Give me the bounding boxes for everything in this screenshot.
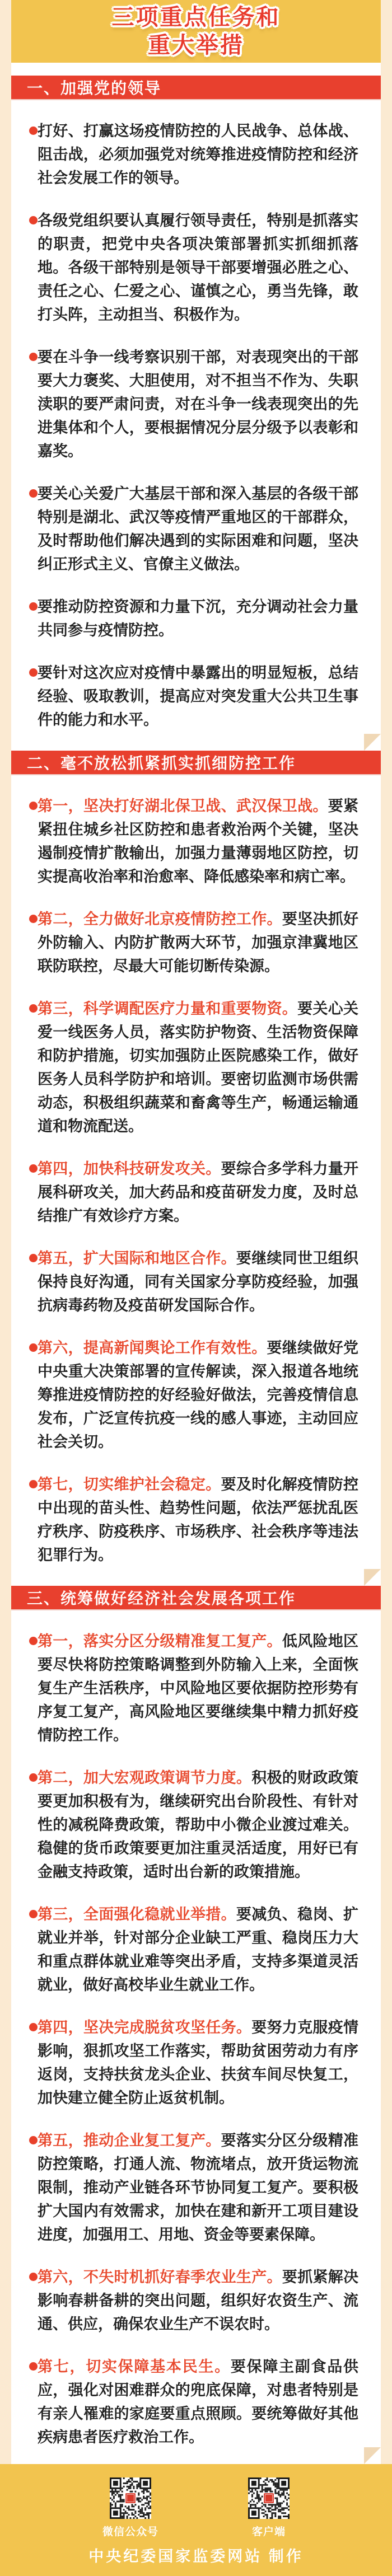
section: [11, 1586, 381, 2464]
item-lead: 第二，全力做好北京疫情防控工作。: [38, 911, 282, 928]
bullet-dot-icon: [29, 668, 38, 677]
item-lead: 第七，切实维护社会稳定。: [38, 1476, 221, 1493]
list-item: [29, 2016, 358, 2110]
item-lead: 第四，坚决完成脱贫攻坚任务。: [38, 2019, 252, 2036]
poster-title-line2: 重大举措: [148, 33, 244, 58]
item-lead: 第五，推动企业复工复产。: [38, 2132, 221, 2149]
list-item: [29, 794, 358, 888]
list-item-text: 第一，落实分区分级精准复工复产。低风险地区要尽快将防控策略调整到外防输入上来，全面恢复生产生活秩序，中风险地区要依据防控形势有序复工复产，高风险地区要继续集中精力抓好疫情防控工作。: [38, 1633, 359, 1744]
list-item: [29, 1766, 358, 1884]
list-item: [29, 209, 358, 326]
wechat-qr-image: [110, 2477, 151, 2519]
list-item-text: 第五，推动企业复工复产。要落实分区分级精准防控策略，打通人流、物流堵点，放开货运物流限制，推动产业链各环节协同复工复产。要积极扩大国内有效需求，加快在建和新开工项目建设进度，加强用工、用地、资金等要素保障。: [38, 2132, 359, 2243]
qr-app-column: [248, 2477, 290, 2538]
bullet-dot-icon: [29, 1480, 38, 1488]
section-banner: [11, 1586, 381, 1609]
qr-row: [0, 2464, 392, 2538]
corner-fold-decoration: [364, 1569, 381, 1586]
list-item: [29, 482, 358, 576]
section-body: [11, 774, 381, 1567]
list-item: [29, 1903, 358, 1997]
list-item-text: 第四，加快科技研发攻关。要综合多学科力量开展科研攻关，加大药品和疫苗研发力度，及时总结推广有效诊疗方案。: [38, 1160, 359, 1224]
bullet-dot-icon: [29, 1637, 38, 1645]
bullet-dot-icon: [29, 1004, 38, 1013]
list-item-text: 第三，全面强化稳就业举措。要减负、稳岗、扩就业并举，针对部分企业缺工严重、稳岗压力大和重点群体就业难等突出矛盾，支持多渠道灵活就业，做好高校毕业生就业工作。: [38, 1906, 359, 1993]
item-lead: 第三，科学调配医疗力量和重要物资。: [38, 1000, 298, 1017]
bullet-dot-icon: [29, 2273, 38, 2281]
list-item: [29, 1247, 358, 1317]
item-lead: 第五，扩大国际和地区合作。: [38, 1250, 236, 1267]
bullet-dot-icon: [29, 2023, 38, 2031]
item-lead: 第六，提高新闻舆论工作有效性。: [38, 1339, 267, 1356]
list-item-text: 第七，切实保障基本民生。要保障主副食品供应，强化对困难群众的兜底保障，对患者特别是有亲人罹难的家庭要重点照顾。要统筹做好其他疾病患者医疗救治工作。: [38, 2358, 359, 2446]
section-banner: [11, 751, 381, 774]
bullet-dot-icon: [29, 1164, 38, 1173]
poster-title-line1: 三项重点任务和: [111, 5, 281, 30]
credit-line: 中央纪委国家监委网站 制作: [88, 2548, 304, 2565]
wechat-qr-code: [110, 2477, 151, 2519]
section-body: [11, 99, 381, 732]
list-item: [29, 997, 358, 1138]
bullet-dot-icon: [29, 127, 38, 135]
bullet-dot-icon: [29, 1254, 38, 1262]
item-lead: 第一，坚决打好湖北保卫战、武汉保卫战。: [38, 798, 328, 814]
item-lead: 第三，全面强化稳就业举措。: [38, 1906, 236, 1923]
section-heading: 二、毫不放松抓紧抓实抓细防控工作: [27, 755, 296, 772]
list-item-text: 第六，提高新闻舆论工作有效性。要继续做好党中央重大决策部署的宣传解读，深入报道各地统筹推进疫情防控的好经验好做法，完善疫情信息发布，广泛宣传抗疫一线的感人事迹，主动回应社会关切。: [38, 1339, 358, 1450]
section: [11, 76, 381, 732]
bullet-dot-icon: [29, 1910, 38, 1918]
bullet-dot-icon: [29, 1343, 38, 1352]
list-item: [29, 595, 358, 642]
list-item-text: 第一，坚决打好湖北保卫战、武汉保卫战。要紧紧扭住城乡社区防控和患者救治两个关键，坚决遏制疫情扩散输出，加强力量薄弱地区防控，切实提高收治率和治愈率、降低感染率和病亡率。: [38, 798, 359, 885]
section-heading: 一、加强党的领导: [27, 79, 162, 97]
corner-fold-decoration: [364, 734, 381, 751]
list-item: [29, 661, 358, 732]
app-qr-label: 客户端: [251, 2526, 286, 2538]
list-item-text: 要关心关爱广大基层干部和深入基层的各级干部特别是湖北、武汉等疫情严重地区的干部群众，及时帮助他们解决遇到的实际困难和问题，坚决纠正形式主义、官僚主义做法。: [38, 485, 358, 573]
item-lead: 第四，加快科技研发攻关。: [38, 1160, 221, 1177]
list-item-text: 第二，全力做好北京疫情防控工作。要坚决抓好外防输入、内防扩散两大环节，加强京津冀地区联防联控，尽最大可能切断传染源。: [38, 911, 359, 975]
list-item-text: 要针对这次应对疫情中暴露出的明显短板，总结经验、吸取教训，提高应对突发重大公共卫生事件的能力和水平。: [38, 664, 358, 728]
list-item-text: 第六，不失时机抓好春季农业生产。要抓紧解决影响春耕备耕的突出问题，组织好农资生产、流通、供应，确保农业生产不误农时。: [38, 2269, 359, 2333]
app-qr-code: [248, 2477, 290, 2519]
bullet-dot-icon: [29, 2362, 38, 2371]
poster-footer: [0, 2464, 392, 2576]
bullet-dot-icon: [29, 216, 38, 224]
list-item: [29, 2129, 358, 2246]
list-item-text: 要推动防控资源和力量下沉，充分调动社会力量共同参与疫情防控。: [38, 598, 358, 639]
item-lead: 第七，切实保障基本民生。: [38, 2358, 231, 2375]
wechat-qr-label: 微信公众号: [102, 2526, 158, 2538]
poster-header: [11, 0, 381, 63]
list-item-text: 第七，切实维护社会稳定。要及时化解疫情防控中出现的苗头性、趋势性问题，依法严惩扰乱医疗秩序、防疫秩序、市场秩序、社会秩序等违法犯罪行为。: [38, 1476, 359, 1563]
list-item: [29, 2265, 358, 2336]
list-item-text: 第四，坚决完成脱贫攻坚任务。要努力克服疫情影响，狠抓攻坚工作落实，帮助贫困劳动力有序返岗，支持扶贫龙头企业、扶贫车间尽快复工，加快建立健全防止返贫机制。: [38, 2019, 359, 2106]
list-item: [29, 1336, 358, 1454]
list-item: [29, 1629, 358, 1747]
item-lead: 第一，落实分区分级精准复工复产。: [38, 1633, 282, 1650]
item-lead: 第六，不失时机抓好春季农业生产。: [38, 2269, 282, 2285]
bullet-dot-icon: [29, 489, 38, 498]
qr-wechat-column: [102, 2477, 158, 2538]
list-item-text: 打好、打赢这场疫情防控的人民战争、总体战、阻击战，必须加强党对统筹推进疫情防控和经济社会发展工作的领导。: [38, 123, 358, 186]
section-banner: [11, 76, 381, 99]
bullet-dot-icon: [29, 2136, 38, 2144]
app-qr-image: [248, 2477, 290, 2519]
list-item-text: 第二，加大宏观政策调节力度。积极的财政政策要更加积极有为，继续研究出台阶段性、有针对性的减税降费政策，帮助中小微企业渡过难关。稳健的货币政策要更加注重灵活适度，用好已有金融支持政策，适时出台新的政策措施。: [38, 1769, 359, 1880]
poster-content: [11, 0, 381, 2464]
list-item-text: 第三，科学调配医疗力量和重要物资。要关心关爱一线医务人员，落实防护物资、生活物资保障和防护措施，切实加强防止医院感染工作，做好医务人员科学防护和培训。要密切监测市场供需动态，积极组织蔬菜和畜禽等生产，畅通运输通道和物流配送。: [38, 1000, 359, 1135]
section: [11, 751, 381, 1567]
list-item: [29, 1157, 358, 1228]
list-item: [29, 907, 358, 978]
section-heading: 三、统筹做好经济社会发展各项工作: [27, 1590, 296, 1607]
sections-root: [11, 76, 381, 2464]
list-item: [29, 119, 358, 190]
header-gap: [11, 63, 381, 76]
list-item-text: 要在斗争一线考察识别干部，对表现突出的干部要大力褒奖、大胆使用，对不担当不作为、失职渎职的要严肃问责，对在斗争一线表现突出的先进集体和个人，要根据情况分层分级予以表彰和嘉奖。: [38, 349, 358, 460]
list-item: [29, 2355, 358, 2449]
list-item-text: 各级党组织要认真履行领导责任，特别是抓落实的职责，把党中央各项决策部署抓实抓细抓落地。各级干部特别是领导干部要增强必胜之心、责任之心、仁爱之心、谨慎之心，勇当先锋，敢打头阵，主动担当、积极作为。: [38, 212, 358, 323]
section-body: [11, 1609, 381, 2464]
bullet-dot-icon: [29, 1773, 38, 1782]
list-item: [29, 345, 358, 463]
bullet-dot-icon: [29, 353, 38, 361]
bullet-dot-icon: [29, 915, 38, 923]
bullet-dot-icon: [29, 602, 38, 611]
list-item: [29, 1473, 358, 1567]
item-lead: 第二，加大宏观政策调节力度。: [38, 1769, 252, 1786]
list-item-text: 第五，扩大国际和地区合作。要继续同世卫组织保持良好沟通，同有关国家分享防疫经验，加强抗病毒药物及疫苗研发国际合作。: [38, 1250, 359, 1314]
bullet-dot-icon: [29, 802, 38, 810]
